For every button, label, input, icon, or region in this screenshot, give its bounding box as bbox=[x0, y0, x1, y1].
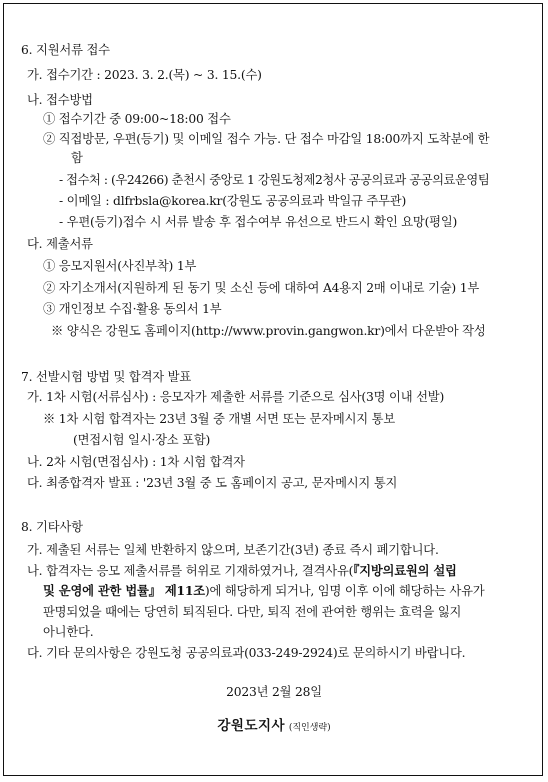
s6-doc-1: ① 응모지원서(사진부착) 1부 bbox=[43, 259, 197, 273]
s6-method-2: ② 직접방문, 우편(등기) 및 이메일 접수 가능. 단 접수 마감일 18:00까지 도착분에 한 bbox=[43, 132, 490, 146]
s7-second-exam: 나. 2차 시험(면접심사) : 1차 시험 합격자 bbox=[27, 455, 245, 469]
s8-disqualification-line-2 bbox=[43, 583, 484, 599]
section-6-heading: 6. 지원서류 접수 bbox=[21, 43, 110, 57]
s6-docs-heading: 다. 제출서류 bbox=[27, 237, 93, 251]
section-7-heading: 7. 선발시험 방법 및 합격자 발표 bbox=[21, 370, 192, 384]
s6-form-note: ※ 양식은 강원도 홈페이지(http://www.provin.gangwon.kr)에서 다운받아 작성 bbox=[51, 324, 486, 338]
s7-first-exam-note-cont: (면접시험 일시·장소 포함) bbox=[73, 433, 211, 447]
s6-period: 가. 접수기간 : 2023. 3. 2.(목) ~ 3. 15.(수) bbox=[27, 68, 262, 82]
signer-name: 강원도지사 bbox=[217, 718, 286, 734]
s8-documents-not-returned: 가. 제출된 서류는 일체 반환하지 않으며, 보존기간(3년) 종료 즉시 폐기합니다. bbox=[27, 543, 439, 557]
s8-disqualification-line-1 bbox=[27, 563, 457, 579]
s8-law-name: 『지방의료원의 설립 bbox=[353, 563, 457, 578]
s7-first-exam-note: ※ 1차 시험 합격자는 23년 3월 중 개별 서면 또는 문자메시지 통보 bbox=[43, 412, 396, 426]
s8-disqualification-line-3: 판명되었을 때에는 당연히 퇴직된다. 다만, 퇴직 전에 관여한 행위는 효력을 잃지 bbox=[43, 605, 462, 619]
s6-email: - 이메일 : dlfrbsla@korea.kr(강원도 공공의료과 박일규 주무관) bbox=[59, 194, 407, 208]
s8-law-article: 및 운영에 관한 법률』 제11조 bbox=[43, 583, 205, 598]
s8-disqualification-line-4: 아니한다. bbox=[43, 625, 94, 639]
s6-address: - 접수처 : (우24266) 춘천시 중앙로 1 강원도청제2청사 공공의료과 공공의료운영팀 bbox=[59, 173, 490, 187]
s6-method-2-cont: 함 bbox=[71, 151, 83, 165]
s6-doc-3: ③ 개인정보 수집·활용 동의서 1부 bbox=[43, 302, 222, 316]
s6-doc-2: ② 자기소개서(지원하게 된 동기 및 소신 등에 대하여 A4용지 2매 이내로 기술) 1부 bbox=[43, 281, 480, 295]
issue-date: 2023년 2월 28일 bbox=[226, 685, 322, 699]
section-8-heading: 8. 기타사항 bbox=[21, 520, 83, 534]
s8-disq-text-2: )에 해당하게 되거나, 임명 이후 이에 해당하는 사유가 bbox=[204, 584, 485, 598]
s6-mail-note: - 우편(등기)접수 시 서류 발송 후 접수여부 유선으로 반드시 확인 요망(평일) bbox=[59, 215, 458, 229]
s7-first-exam: 가. 1차 시험(서류심사) : 응모자가 제출한 서류를 기준으로 심사(3명 이내 선발) bbox=[27, 390, 445, 404]
s6-method-1: ① 접수기간 중 09:00~18:00 접수 bbox=[43, 112, 231, 126]
s7-final-announcement: 다. 최종합격자 발표 : '23년 3월 중 도 홈페이지 공고, 문자메시지 통지 bbox=[27, 476, 398, 490]
seal-omitted: (직인생략) bbox=[288, 723, 331, 733]
s8-inquiry: 다. 기타 문의사항은 강원도청 공공의료과(033-249-2924)로 문의하시기 바랍니다. bbox=[27, 646, 466, 660]
s6-method-heading: 나. 접수방법 bbox=[27, 93, 93, 107]
signature-block bbox=[0, 718, 548, 736]
s8-disq-text: 나. 합격자는 응모 제출서류를 허위로 기재하였거나, 결격사유( bbox=[27, 564, 354, 578]
